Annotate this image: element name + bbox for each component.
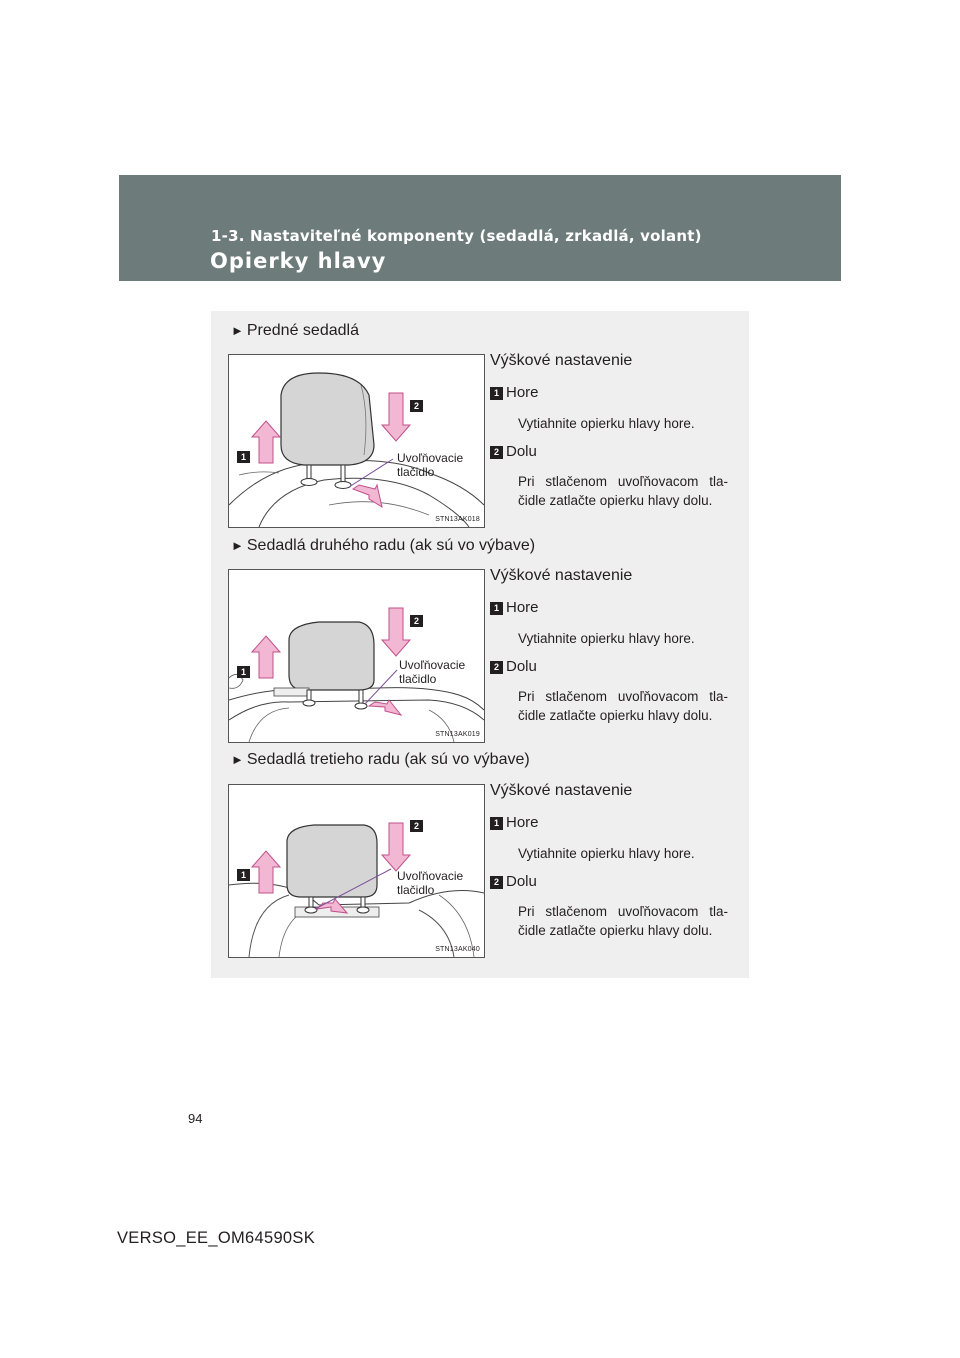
figure-second-row-seat bbox=[228, 569, 485, 743]
triangle-bullet-icon: ► bbox=[231, 538, 244, 553]
front-headrest-illustration bbox=[229, 355, 484, 527]
section-heading-text: Sedadlá druhého radu (ak sú vo výbave) bbox=[246, 537, 536, 554]
arrow-label-1: 1 bbox=[237, 869, 250, 881]
figure-code: STN13AK018 bbox=[435, 516, 480, 523]
figure-code: STN13AK040 bbox=[435, 946, 480, 953]
step-label: Dolu bbox=[506, 873, 537, 890]
figure-front-seat bbox=[228, 354, 485, 528]
adjust-title: Výškové nastavenie bbox=[490, 782, 633, 799]
figure-third-row-seat bbox=[228, 784, 485, 958]
step-label: Hore bbox=[506, 384, 539, 401]
triangle-bullet-icon: ► bbox=[231, 752, 244, 767]
content-box bbox=[211, 311, 749, 978]
second-row-headrest-illustration bbox=[229, 570, 484, 742]
step-description: Vytiahnite opierku hlavy hore. bbox=[518, 846, 695, 861]
step-number: 1 bbox=[490, 817, 503, 830]
triangle-bullet-icon: ► bbox=[231, 323, 244, 338]
document-code: VERSO_EE_OM64590SK bbox=[117, 1229, 316, 1247]
step-description: Vytiahnite opierku hlavy hore. bbox=[518, 631, 695, 646]
step-description: Pri stlačenom uvoľňovacom tla-čidle zatlačte opierku hlavy dolu. bbox=[518, 904, 728, 938]
arrow-label-1: 1 bbox=[237, 451, 250, 463]
step-number: 1 bbox=[490, 602, 503, 615]
release-button-callout: Uvoľňovacie tlačidlo bbox=[397, 451, 464, 479]
adjust-title: Výškové nastavenie bbox=[490, 352, 633, 369]
step-number: 1 bbox=[490, 387, 503, 400]
step-number: 2 bbox=[490, 661, 503, 674]
step-description: Pri stlačenom uvoľňovacom tla-čidle zatlačte opierku hlavy dolu. bbox=[518, 474, 728, 508]
step-description: Vytiahnite opierku hlavy hore. bbox=[518, 416, 695, 431]
step-label: Hore bbox=[506, 599, 539, 616]
adjust-title: Výškové nastavenie bbox=[490, 567, 633, 584]
section-heading-second-row bbox=[231, 537, 535, 555]
arrow-label-2: 2 bbox=[410, 615, 423, 627]
section-heading-third-row bbox=[231, 751, 530, 769]
step-label: Dolu bbox=[506, 443, 537, 460]
page-number: 94 bbox=[188, 1111, 203, 1126]
step-description: Pri stlačenom uvoľňovacom tla-čidle zatlačte opierku hlavy dolu. bbox=[518, 689, 728, 723]
figure-code: STN13AK019 bbox=[435, 731, 480, 738]
section-heading-text: Sedadlá tretieho radu (ak sú vo výbave) bbox=[246, 751, 530, 768]
section-header-band bbox=[119, 175, 841, 281]
arrow-label-1: 1 bbox=[237, 666, 250, 678]
arrow-label-2: 2 bbox=[410, 400, 423, 412]
release-button-callout: Uvoľňovacie tlačidlo bbox=[399, 658, 466, 686]
step-label: Hore bbox=[506, 814, 539, 831]
section-heading-front bbox=[231, 322, 359, 340]
section-heading-text: Predné sedadlá bbox=[246, 322, 359, 339]
page-title: Opierky hlavy bbox=[210, 249, 387, 273]
arrow-label-2: 2 bbox=[410, 820, 423, 832]
step-number: 2 bbox=[490, 876, 503, 889]
release-button-callout: Uvoľňovacie tlačidlo bbox=[397, 869, 464, 897]
step-number: 2 bbox=[490, 446, 503, 459]
step-label: Dolu bbox=[506, 658, 537, 675]
chapter-title: 1-3. Nastaviteľné komponenty (sedadlá, zrkadlá, volant) bbox=[211, 227, 702, 245]
